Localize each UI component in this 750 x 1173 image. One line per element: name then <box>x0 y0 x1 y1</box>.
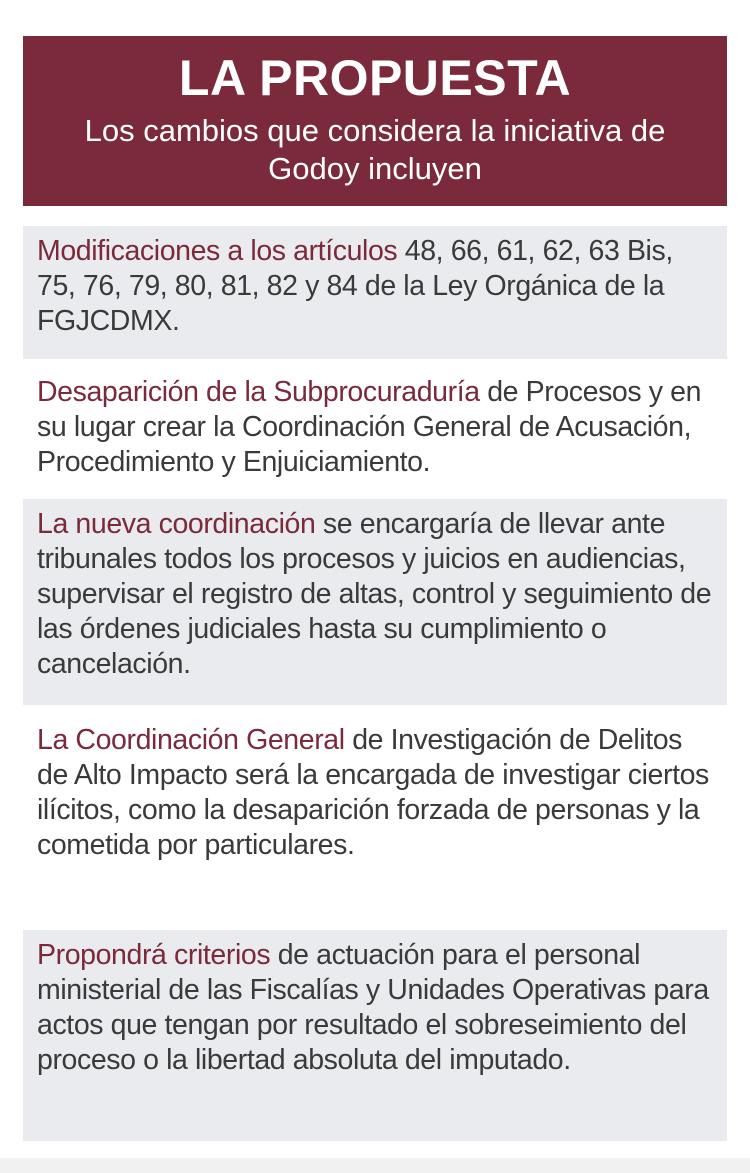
item-lead: La Coordinación General <box>37 724 345 756</box>
item-text: de Investigación de Delitos de Alto Impacto será la encargada de investigar ciertos ilícitos, como la desaparición forzada de personas y la cometida por particulares. <box>37 724 709 861</box>
item-text: de actuación para el personal ministerial de las Fiscalías y Unidades Operativas para actos que tengan por resultado el sobreseimiento del proceso o la libertad absoluta del imputado. <box>37 939 709 1076</box>
item-lead: Modificaciones a los artículos <box>37 235 398 267</box>
proposal-item-criteria <box>23 930 727 1141</box>
proposal-item-subprocuraduria <box>23 367 727 491</box>
item-text: de Procesos y en su lugar crear la Coordinación General de Acusación, Procedimiento y Enjuiciamiento. <box>37 376 702 478</box>
item-text: se encargaría de llevar ante tribunales todos los procesos y juicios en audiencias, supervisar el registro de altas, control y seguimiento de las órdenes judiciales hasta su cumplimiento o cancelación. <box>37 508 712 680</box>
proposal-item-general-coordination <box>23 715 727 922</box>
page-title: LA PROPUESTA <box>178 50 572 106</box>
item-text: 48, 66, 61, 62, 63 Bis, 75, 76, 79, 80, 81, 82 y 84 de la Ley Orgánica de la FGJCDMX. <box>37 235 673 337</box>
item-lead: Propondrá criterios <box>37 939 271 971</box>
header-banner <box>23 36 727 206</box>
proposal-item-articles <box>23 226 727 359</box>
item-lead: La nueva coordinación <box>37 508 316 540</box>
page-subtitle: Los cambios que considera la iniciativa de Godoy incluyen <box>84 113 666 186</box>
proposal-item-new-coordination <box>23 499 727 705</box>
bottom-divider <box>0 1158 750 1173</box>
item-lead: Desaparición de la Subprocuraduría <box>37 376 480 408</box>
